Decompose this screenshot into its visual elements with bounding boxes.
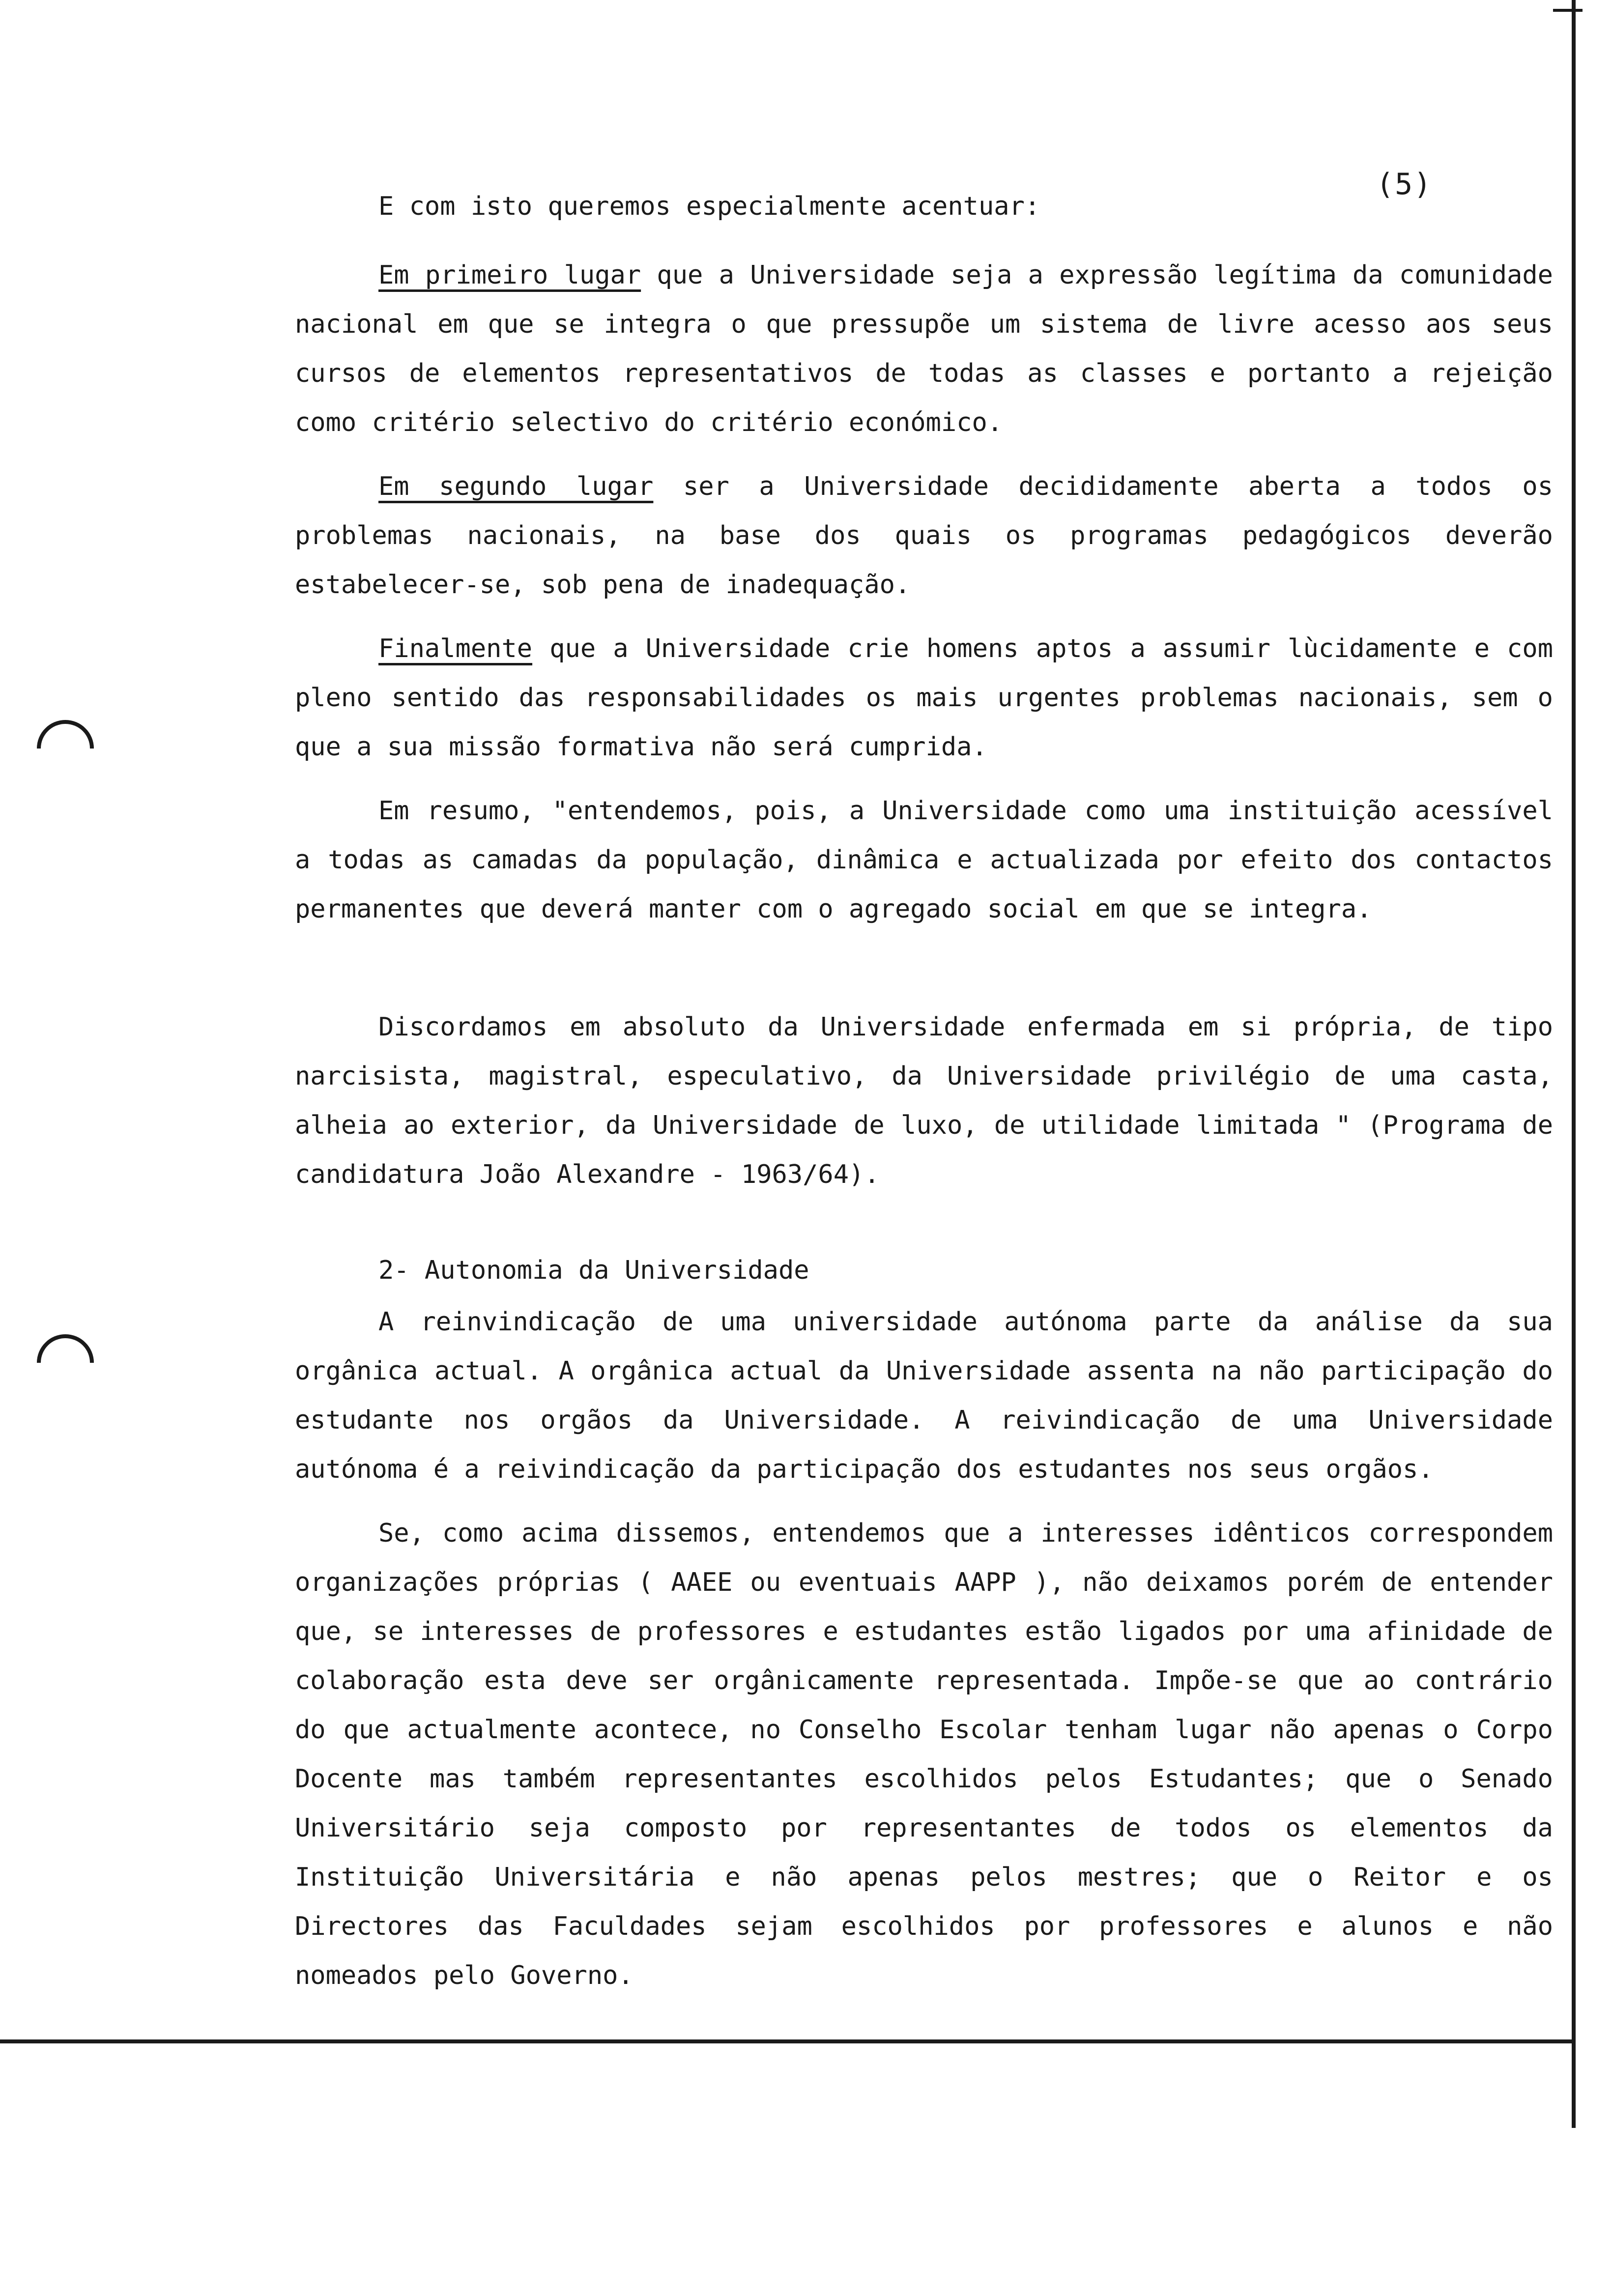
intro-line: E com isto queremos especialmente acentuar: [378, 192, 1040, 221]
paragraph-text: Discordamos em absoluto da Universidade enfermada em si própria, de tipo narcisista, magistral, especulativo, da Universidade privilégio de uma casta, alheia ao exterior, da Universidade de luxo, de utilidade limitada " (Programa de candidatura João Alexandre - 1963/64). [295, 1012, 1553, 1189]
right-margin-tick [1553, 9, 1583, 12]
paragraph-text: que a Universidade crie homens aptos a assumir lùcidamente e com pleno sentido das responsabilidades os mais urgentes problemas nacionais, sem o que a sua missão formativa não será cumprida. [295, 634, 1553, 762]
paragraph-text: Se, como acima dissemos, entendemos que a interesses idênticos correspondem organizações próprias ( AAEE ou eventuais AAPP ), não deixamos porém de entender que, se interesses de professores e estudantes estão ligados por uma afinidade de colaboração esta deve ser orgânicamente representada. Impõe-se que ao contrário do que actualmente acontece, no Conselho Escolar tenham lugar não apenas o Corpo Docente mas também representantes escolhidos pelos Estudantes; que o Senado Universitário seja composto por representantes de todos os elementos da Instituição Universitária e não apenas pelos mestres; que o Reitor e os Directores das Faculdades sejam escolhidos por professores e alunos e não nomeados pelo Governo. [295, 1519, 1553, 1990]
paragraph-text: A reinvindicação de uma universidade autónoma parte da análise da sua orgânica actual. A orgânica actual da Universidade assenta na não participação do estudante nos orgãos da Universidade. A reivindicação de uma Universidade autónoma é a reivindicação da participação dos estudantes nos seus orgãos. [295, 1307, 1553, 1484]
section-heading: 2- Autonomia da Universidade [378, 1256, 809, 1285]
right-margin-rule [1572, 0, 1576, 2128]
punch-hole-mark [25, 1322, 106, 1403]
paragraph-representation [295, 1509, 1553, 2000]
paragraph-text: ser a Universidade decididamente aberta a todos os problemas nacionais, na base dos quais os programas pedagógicos deverão estabelecer-se, sob pena de inadequação. [295, 472, 1554, 600]
paragraph-lead: Finalmente [378, 634, 533, 663]
page-number: (5) [1376, 167, 1433, 201]
paragraph-summary [295, 786, 1553, 934]
paragraph-lead: Em primeiro lugar [378, 260, 641, 290]
paragraph-finally [295, 624, 1553, 772]
paragraph-disagreement [295, 1003, 1553, 1199]
paragraph-autonomy-claim [295, 1297, 1553, 1494]
paragraph-text: Em resumo, "entendemos, pois, a Universidade como uma instituição acessível a todas as camadas da população, dinâmica e actualizada por efeito dos contactos permanentes que deverá manter com o agregado social em que se integra. [295, 796, 1553, 924]
bottom-rule [0, 2039, 1576, 2043]
paragraph-first-point [295, 251, 1553, 447]
paragraph-lead: Em segundo lugar [378, 472, 654, 501]
paragraph-second-point [295, 462, 1553, 609]
punch-hole-mark [25, 708, 106, 789]
paragraph-text: que a Universidade seja a expressão legítima da comunidade nacional em que se integra o que pressupõe um sistema de livre acesso aos seus cursos de elementos representativos de todas as classes e portanto a rejeição como critério selectivo do critério económico. [295, 260, 1553, 437]
